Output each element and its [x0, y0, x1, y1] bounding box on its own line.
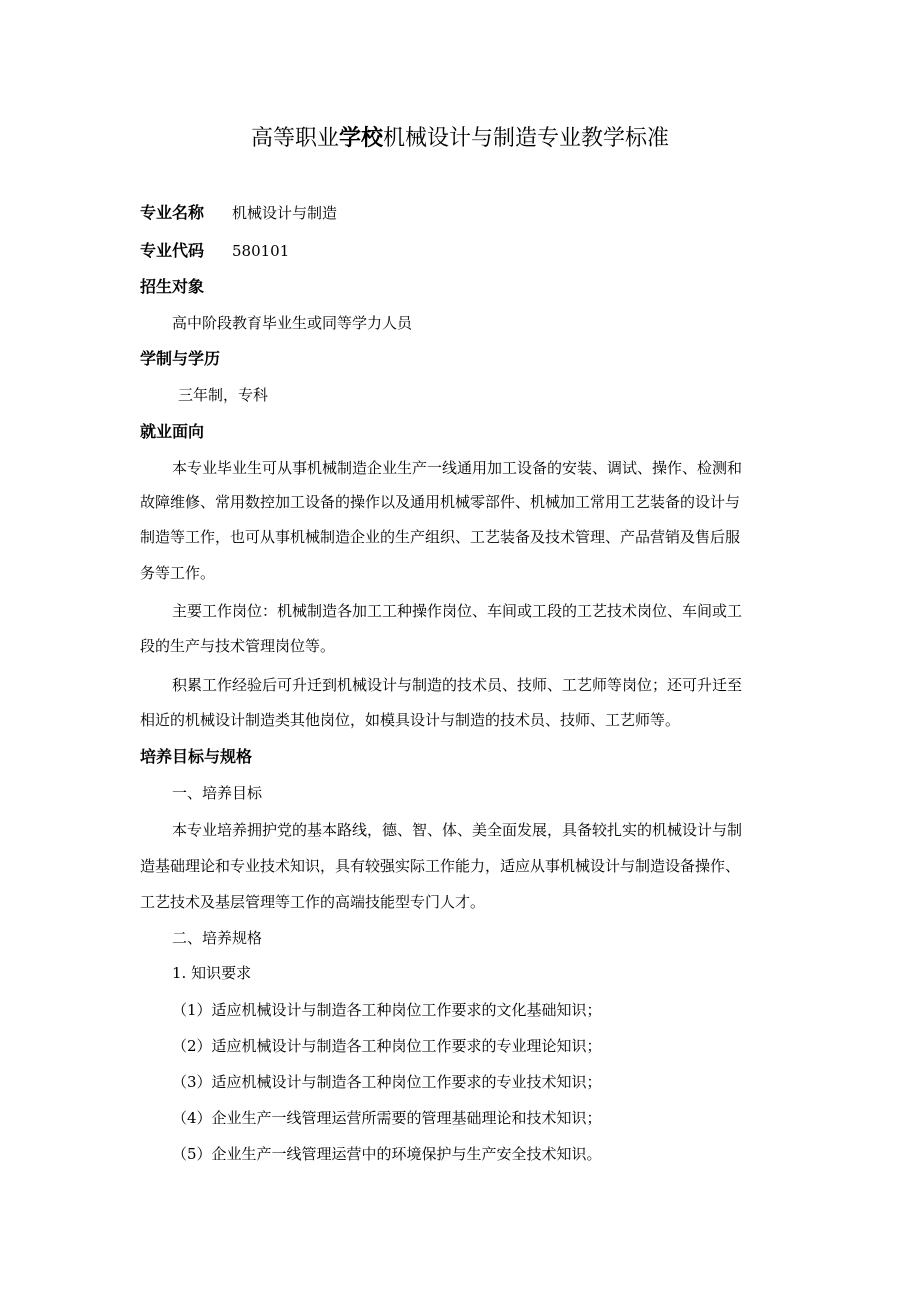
goal-subheading-2: 二、培养规格	[172, 929, 263, 947]
employment-line: 主要工作岗位：机械制造各加工工种操作岗位、车间或工段的工艺技术岗位、车间或工	[172, 602, 743, 620]
title-part-3: 机械设计与制造专业教学标准	[383, 126, 670, 151]
major-code-row	[140, 240, 289, 262]
enrollment-heading: 招生对象	[140, 277, 205, 296]
major-code-value: 580101	[232, 242, 290, 260]
employment-line: 本专业毕业生可从事机械制造企业生产一线通用加工设备的安装、调试、操作、检测和	[172, 459, 743, 477]
document-title	[0, 124, 920, 154]
goal-subheading-1: 一、培养目标	[172, 784, 263, 802]
knowledge-item: （3）适应机械设计与制造各工种岗位工作要求的专业技术知识；	[172, 1073, 602, 1091]
title-part-1: 高等职业	[250, 126, 339, 151]
employment-line: 务等工作。	[140, 564, 216, 582]
goal-line: 工艺技术及基层管理等工作的高端技能型专门人才。	[140, 893, 486, 911]
goal-line: 本专业培养拥护党的基本路线，德、智、体、美全面发展，具备较扎实的机械设计与制	[172, 821, 743, 839]
goals-heading: 培养目标与规格	[140, 747, 253, 766]
duration-text: 三年制，专科	[178, 386, 269, 404]
knowledge-item: （1）适应机械设计与制造各工种岗位工作要求的文化基础知识；	[172, 1001, 602, 1019]
employment-heading: 就业面向	[140, 422, 205, 441]
major-name-value: 机械设计与制造	[232, 204, 338, 222]
knowledge-item: （2）适应机械设计与制造各工种岗位工作要求的专业理论知识；	[172, 1037, 602, 1055]
major-name-row	[140, 202, 337, 224]
knowledge-item: （4）企业生产一线管理运营所需要的管理基础理论和技术知识；	[172, 1109, 602, 1127]
enrollment-text: 高中阶段教育毕业生或同等学力人员	[172, 314, 413, 332]
knowledge-item: （5）企业生产一线管理运营中的环境保护与生产安全技术知识。	[172, 1145, 602, 1163]
major-name-label: 专业名称	[140, 203, 205, 222]
employment-line: 制造等工作，也可从事机械制造企业的生产组织、工艺装备及技术管理、产品营销及售后服	[140, 528, 741, 546]
employment-line: 段的生产与技术管理岗位等。	[140, 637, 336, 655]
employment-line: 积累工作经验后可升迁到机械设计与制造的技术员、技师、工艺师等岗位；还可升迁至	[172, 676, 743, 694]
employment-line: 相近的机械设计制造类其他岗位，如模具设计与制造的技术员、技师、工艺师等。	[140, 711, 681, 729]
goal-line: 造基础理论和专业技术知识，具有较强实际工作能力，适应从事机械设计与制造设备操作、	[140, 857, 741, 875]
duration-heading: 学制与学历	[140, 349, 221, 368]
major-code-label: 专业代码	[140, 241, 205, 260]
employment-line: 故障维修、常用数控加工设备的操作以及通用机械零部件、机械加工常用工艺装备的设计与	[140, 493, 741, 511]
knowledge-heading: 1. 知识要求	[172, 964, 252, 982]
title-part-2: 学校	[338, 126, 383, 151]
